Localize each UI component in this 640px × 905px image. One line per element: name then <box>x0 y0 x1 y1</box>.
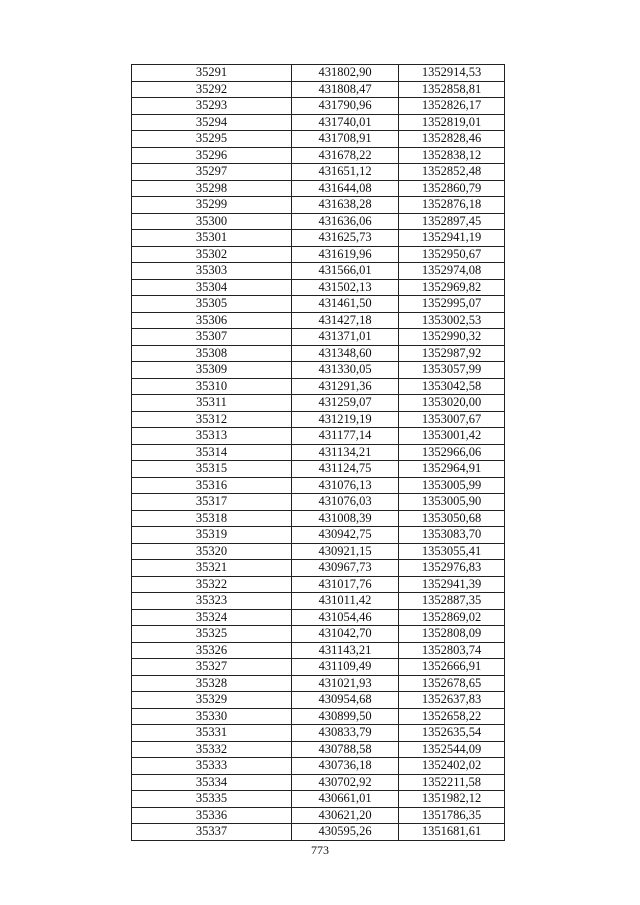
table-row <box>132 395 505 412</box>
point-number-cell: 35302 <box>132 246 292 263</box>
x-coordinate-cell: 430921,15 <box>292 543 399 560</box>
x-coordinate-cell: 431348,60 <box>292 345 399 362</box>
point-number-cell: 35323 <box>132 593 292 610</box>
y-coordinate-cell: 1352964,91 <box>399 461 505 478</box>
y-coordinate-cell: 1352402,02 <box>399 758 505 775</box>
y-coordinate-cell: 1352914,53 <box>399 65 505 82</box>
y-coordinate-cell: 1352969,82 <box>399 279 505 296</box>
y-coordinate-cell: 1353001,42 <box>399 428 505 445</box>
y-coordinate-cell: 1353020,00 <box>399 395 505 412</box>
x-coordinate-cell: 431134,21 <box>292 444 399 461</box>
y-coordinate-cell: 1352897,45 <box>399 213 505 230</box>
point-number-cell: 35293 <box>132 98 292 115</box>
y-coordinate-cell: 1352941,39 <box>399 576 505 593</box>
coordinates-table-body <box>132 65 505 841</box>
y-coordinate-cell: 1352826,17 <box>399 98 505 115</box>
point-number-cell: 35326 <box>132 642 292 659</box>
x-coordinate-cell: 430788,58 <box>292 741 399 758</box>
point-number-cell: 35316 <box>132 477 292 494</box>
point-number-cell: 35296 <box>132 147 292 164</box>
y-coordinate-cell: 1352808,09 <box>399 626 505 643</box>
x-coordinate-cell: 431625,73 <box>292 230 399 247</box>
x-coordinate-cell: 431790,96 <box>292 98 399 115</box>
point-number-cell: 35321 <box>132 560 292 577</box>
point-number-cell: 35303 <box>132 263 292 280</box>
x-coordinate-cell: 430661,01 <box>292 791 399 808</box>
y-coordinate-cell: 1351982,12 <box>399 791 505 808</box>
point-number-cell: 35317 <box>132 494 292 511</box>
x-coordinate-cell: 431619,96 <box>292 246 399 263</box>
x-coordinate-cell: 431017,76 <box>292 576 399 593</box>
table-row <box>132 609 505 626</box>
y-coordinate-cell: 1353083,70 <box>399 527 505 544</box>
y-coordinate-cell: 1353005,99 <box>399 477 505 494</box>
x-coordinate-cell: 431461,50 <box>292 296 399 313</box>
table-row <box>132 197 505 214</box>
x-coordinate-cell: 430942,75 <box>292 527 399 544</box>
table-row <box>132 312 505 329</box>
y-coordinate-cell: 1352666,91 <box>399 659 505 676</box>
x-coordinate-cell: 431678,22 <box>292 147 399 164</box>
x-coordinate-cell: 431291,36 <box>292 378 399 395</box>
table-row <box>132 494 505 511</box>
x-coordinate-cell: 431740,01 <box>292 114 399 131</box>
table-row <box>132 345 505 362</box>
point-number-cell: 35325 <box>132 626 292 643</box>
point-number-cell: 35314 <box>132 444 292 461</box>
table-row <box>132 263 505 280</box>
table-row <box>132 692 505 709</box>
x-coordinate-cell: 431143,21 <box>292 642 399 659</box>
x-coordinate-cell: 431124,75 <box>292 461 399 478</box>
point-number-cell: 35336 <box>132 807 292 824</box>
point-number-cell: 35324 <box>132 609 292 626</box>
x-coordinate-cell: 431502,13 <box>292 279 399 296</box>
y-coordinate-cell: 1353005,90 <box>399 494 505 511</box>
y-coordinate-cell: 1352678,65 <box>399 675 505 692</box>
y-coordinate-cell: 1352637,83 <box>399 692 505 709</box>
y-coordinate-cell: 1352860,79 <box>399 180 505 197</box>
point-number-cell: 35332 <box>132 741 292 758</box>
table-row <box>132 329 505 346</box>
table-row <box>132 147 505 164</box>
point-number-cell: 35297 <box>132 164 292 181</box>
point-number-cell: 35308 <box>132 345 292 362</box>
point-number-cell: 35291 <box>132 65 292 82</box>
y-coordinate-cell: 1353007,67 <box>399 411 505 428</box>
point-number-cell: 35301 <box>132 230 292 247</box>
y-coordinate-cell: 1352858,81 <box>399 81 505 98</box>
y-coordinate-cell: 1352990,32 <box>399 329 505 346</box>
point-number-cell: 35337 <box>132 824 292 841</box>
table-row <box>132 758 505 775</box>
x-coordinate-cell: 431109,49 <box>292 659 399 676</box>
point-number-cell: 35313 <box>132 428 292 445</box>
x-coordinate-cell: 430967,73 <box>292 560 399 577</box>
point-number-cell: 35315 <box>132 461 292 478</box>
table-row <box>132 626 505 643</box>
y-coordinate-cell: 1353050,68 <box>399 510 505 527</box>
x-coordinate-cell: 431076,13 <box>292 477 399 494</box>
table-row <box>132 510 505 527</box>
table-row <box>132 576 505 593</box>
y-coordinate-cell: 1352974,08 <box>399 263 505 280</box>
point-number-cell: 35311 <box>132 395 292 412</box>
point-number-cell: 35329 <box>132 692 292 709</box>
point-number-cell: 35319 <box>132 527 292 544</box>
x-coordinate-cell: 430899,50 <box>292 708 399 725</box>
x-coordinate-cell: 430833,79 <box>292 725 399 742</box>
table-row <box>132 675 505 692</box>
x-coordinate-cell: 431636,06 <box>292 213 399 230</box>
point-number-cell: 35300 <box>132 213 292 230</box>
y-coordinate-cell: 1352887,35 <box>399 593 505 610</box>
x-coordinate-cell: 431651,12 <box>292 164 399 181</box>
x-coordinate-cell: 431076,03 <box>292 494 399 511</box>
table-row <box>132 65 505 82</box>
x-coordinate-cell: 431054,46 <box>292 609 399 626</box>
table-row <box>132 362 505 379</box>
table-row <box>132 296 505 313</box>
y-coordinate-cell: 1351786,35 <box>399 807 505 824</box>
point-number-cell: 35304 <box>132 279 292 296</box>
point-number-cell: 35335 <box>132 791 292 808</box>
y-coordinate-cell: 1352876,18 <box>399 197 505 214</box>
point-number-cell: 35307 <box>132 329 292 346</box>
x-coordinate-cell: 431011,42 <box>292 593 399 610</box>
y-coordinate-cell: 1352658,22 <box>399 708 505 725</box>
coordinates-table <box>131 64 505 841</box>
table-row <box>132 131 505 148</box>
point-number-cell: 35320 <box>132 543 292 560</box>
point-number-cell: 35333 <box>132 758 292 775</box>
x-coordinate-cell: 431177,14 <box>292 428 399 445</box>
point-number-cell: 35318 <box>132 510 292 527</box>
x-coordinate-cell: 430954,68 <box>292 692 399 709</box>
x-coordinate-cell: 430621,20 <box>292 807 399 824</box>
point-number-cell: 35322 <box>132 576 292 593</box>
point-number-cell: 35309 <box>132 362 292 379</box>
x-coordinate-cell: 431644,08 <box>292 180 399 197</box>
y-coordinate-cell: 1353057,99 <box>399 362 505 379</box>
x-coordinate-cell: 431330,05 <box>292 362 399 379</box>
x-coordinate-cell: 431008,39 <box>292 510 399 527</box>
point-number-cell: 35305 <box>132 296 292 313</box>
x-coordinate-cell: 431371,01 <box>292 329 399 346</box>
table-row <box>132 378 505 395</box>
table-row <box>132 411 505 428</box>
x-coordinate-cell: 431566,01 <box>292 263 399 280</box>
y-coordinate-cell: 1352635,54 <box>399 725 505 742</box>
y-coordinate-cell: 1353055,41 <box>399 543 505 560</box>
table-row <box>132 81 505 98</box>
y-coordinate-cell: 1352869,02 <box>399 609 505 626</box>
y-coordinate-cell: 1352819,01 <box>399 114 505 131</box>
table-row <box>132 708 505 725</box>
table-row <box>132 659 505 676</box>
table-row <box>132 725 505 742</box>
x-coordinate-cell: 431042,70 <box>292 626 399 643</box>
x-coordinate-cell: 431638,28 <box>292 197 399 214</box>
table-row <box>132 213 505 230</box>
table-row <box>132 791 505 808</box>
y-coordinate-cell: 1352966,06 <box>399 444 505 461</box>
table-row <box>132 543 505 560</box>
table-row <box>132 279 505 296</box>
y-coordinate-cell: 1352976,83 <box>399 560 505 577</box>
point-number-cell: 35310 <box>132 378 292 395</box>
x-coordinate-cell: 430595,26 <box>292 824 399 841</box>
x-coordinate-cell: 430702,92 <box>292 774 399 791</box>
x-coordinate-cell: 431802,90 <box>292 65 399 82</box>
y-coordinate-cell: 1352211,58 <box>399 774 505 791</box>
y-coordinate-cell: 1352838,12 <box>399 147 505 164</box>
x-coordinate-cell: 431219,19 <box>292 411 399 428</box>
point-number-cell: 35330 <box>132 708 292 725</box>
table-row <box>132 527 505 544</box>
x-coordinate-cell: 430736,18 <box>292 758 399 775</box>
point-number-cell: 35328 <box>132 675 292 692</box>
y-coordinate-cell: 1352941,19 <box>399 230 505 247</box>
y-coordinate-cell: 1353042,58 <box>399 378 505 395</box>
table-row <box>132 477 505 494</box>
point-number-cell: 35331 <box>132 725 292 742</box>
table-row <box>132 560 505 577</box>
table-row <box>132 593 505 610</box>
y-coordinate-cell: 1352987,92 <box>399 345 505 362</box>
table-row <box>132 114 505 131</box>
table-row <box>132 98 505 115</box>
y-coordinate-cell: 1353002,53 <box>399 312 505 329</box>
table-row <box>132 807 505 824</box>
table-row <box>132 642 505 659</box>
x-coordinate-cell: 431259,07 <box>292 395 399 412</box>
point-number-cell: 35312 <box>132 411 292 428</box>
point-number-cell: 35292 <box>132 81 292 98</box>
y-coordinate-cell: 1352995,07 <box>399 296 505 313</box>
table-row <box>132 741 505 758</box>
y-coordinate-cell: 1351681,61 <box>399 824 505 841</box>
page-number: 773 <box>311 843 329 857</box>
point-number-cell: 35327 <box>132 659 292 676</box>
x-coordinate-cell: 431708,91 <box>292 131 399 148</box>
y-coordinate-cell: 1352544,09 <box>399 741 505 758</box>
table-row <box>132 246 505 263</box>
point-number-cell: 35298 <box>132 180 292 197</box>
table-row <box>132 428 505 445</box>
table-row <box>132 444 505 461</box>
table-row <box>132 164 505 181</box>
table-row <box>132 774 505 791</box>
point-number-cell: 35299 <box>132 197 292 214</box>
point-number-cell: 35334 <box>132 774 292 791</box>
point-number-cell: 35294 <box>132 114 292 131</box>
y-coordinate-cell: 1352803,74 <box>399 642 505 659</box>
y-coordinate-cell: 1352828,46 <box>399 131 505 148</box>
table-row <box>132 461 505 478</box>
point-number-cell: 35306 <box>132 312 292 329</box>
x-coordinate-cell: 431808,47 <box>292 81 399 98</box>
y-coordinate-cell: 1352852,48 <box>399 164 505 181</box>
table-row <box>132 180 505 197</box>
x-coordinate-cell: 431021,93 <box>292 675 399 692</box>
x-coordinate-cell: 431427,18 <box>292 312 399 329</box>
table-row <box>132 824 505 841</box>
point-number-cell: 35295 <box>132 131 292 148</box>
y-coordinate-cell: 1352950,67 <box>399 246 505 263</box>
table-row <box>132 230 505 247</box>
